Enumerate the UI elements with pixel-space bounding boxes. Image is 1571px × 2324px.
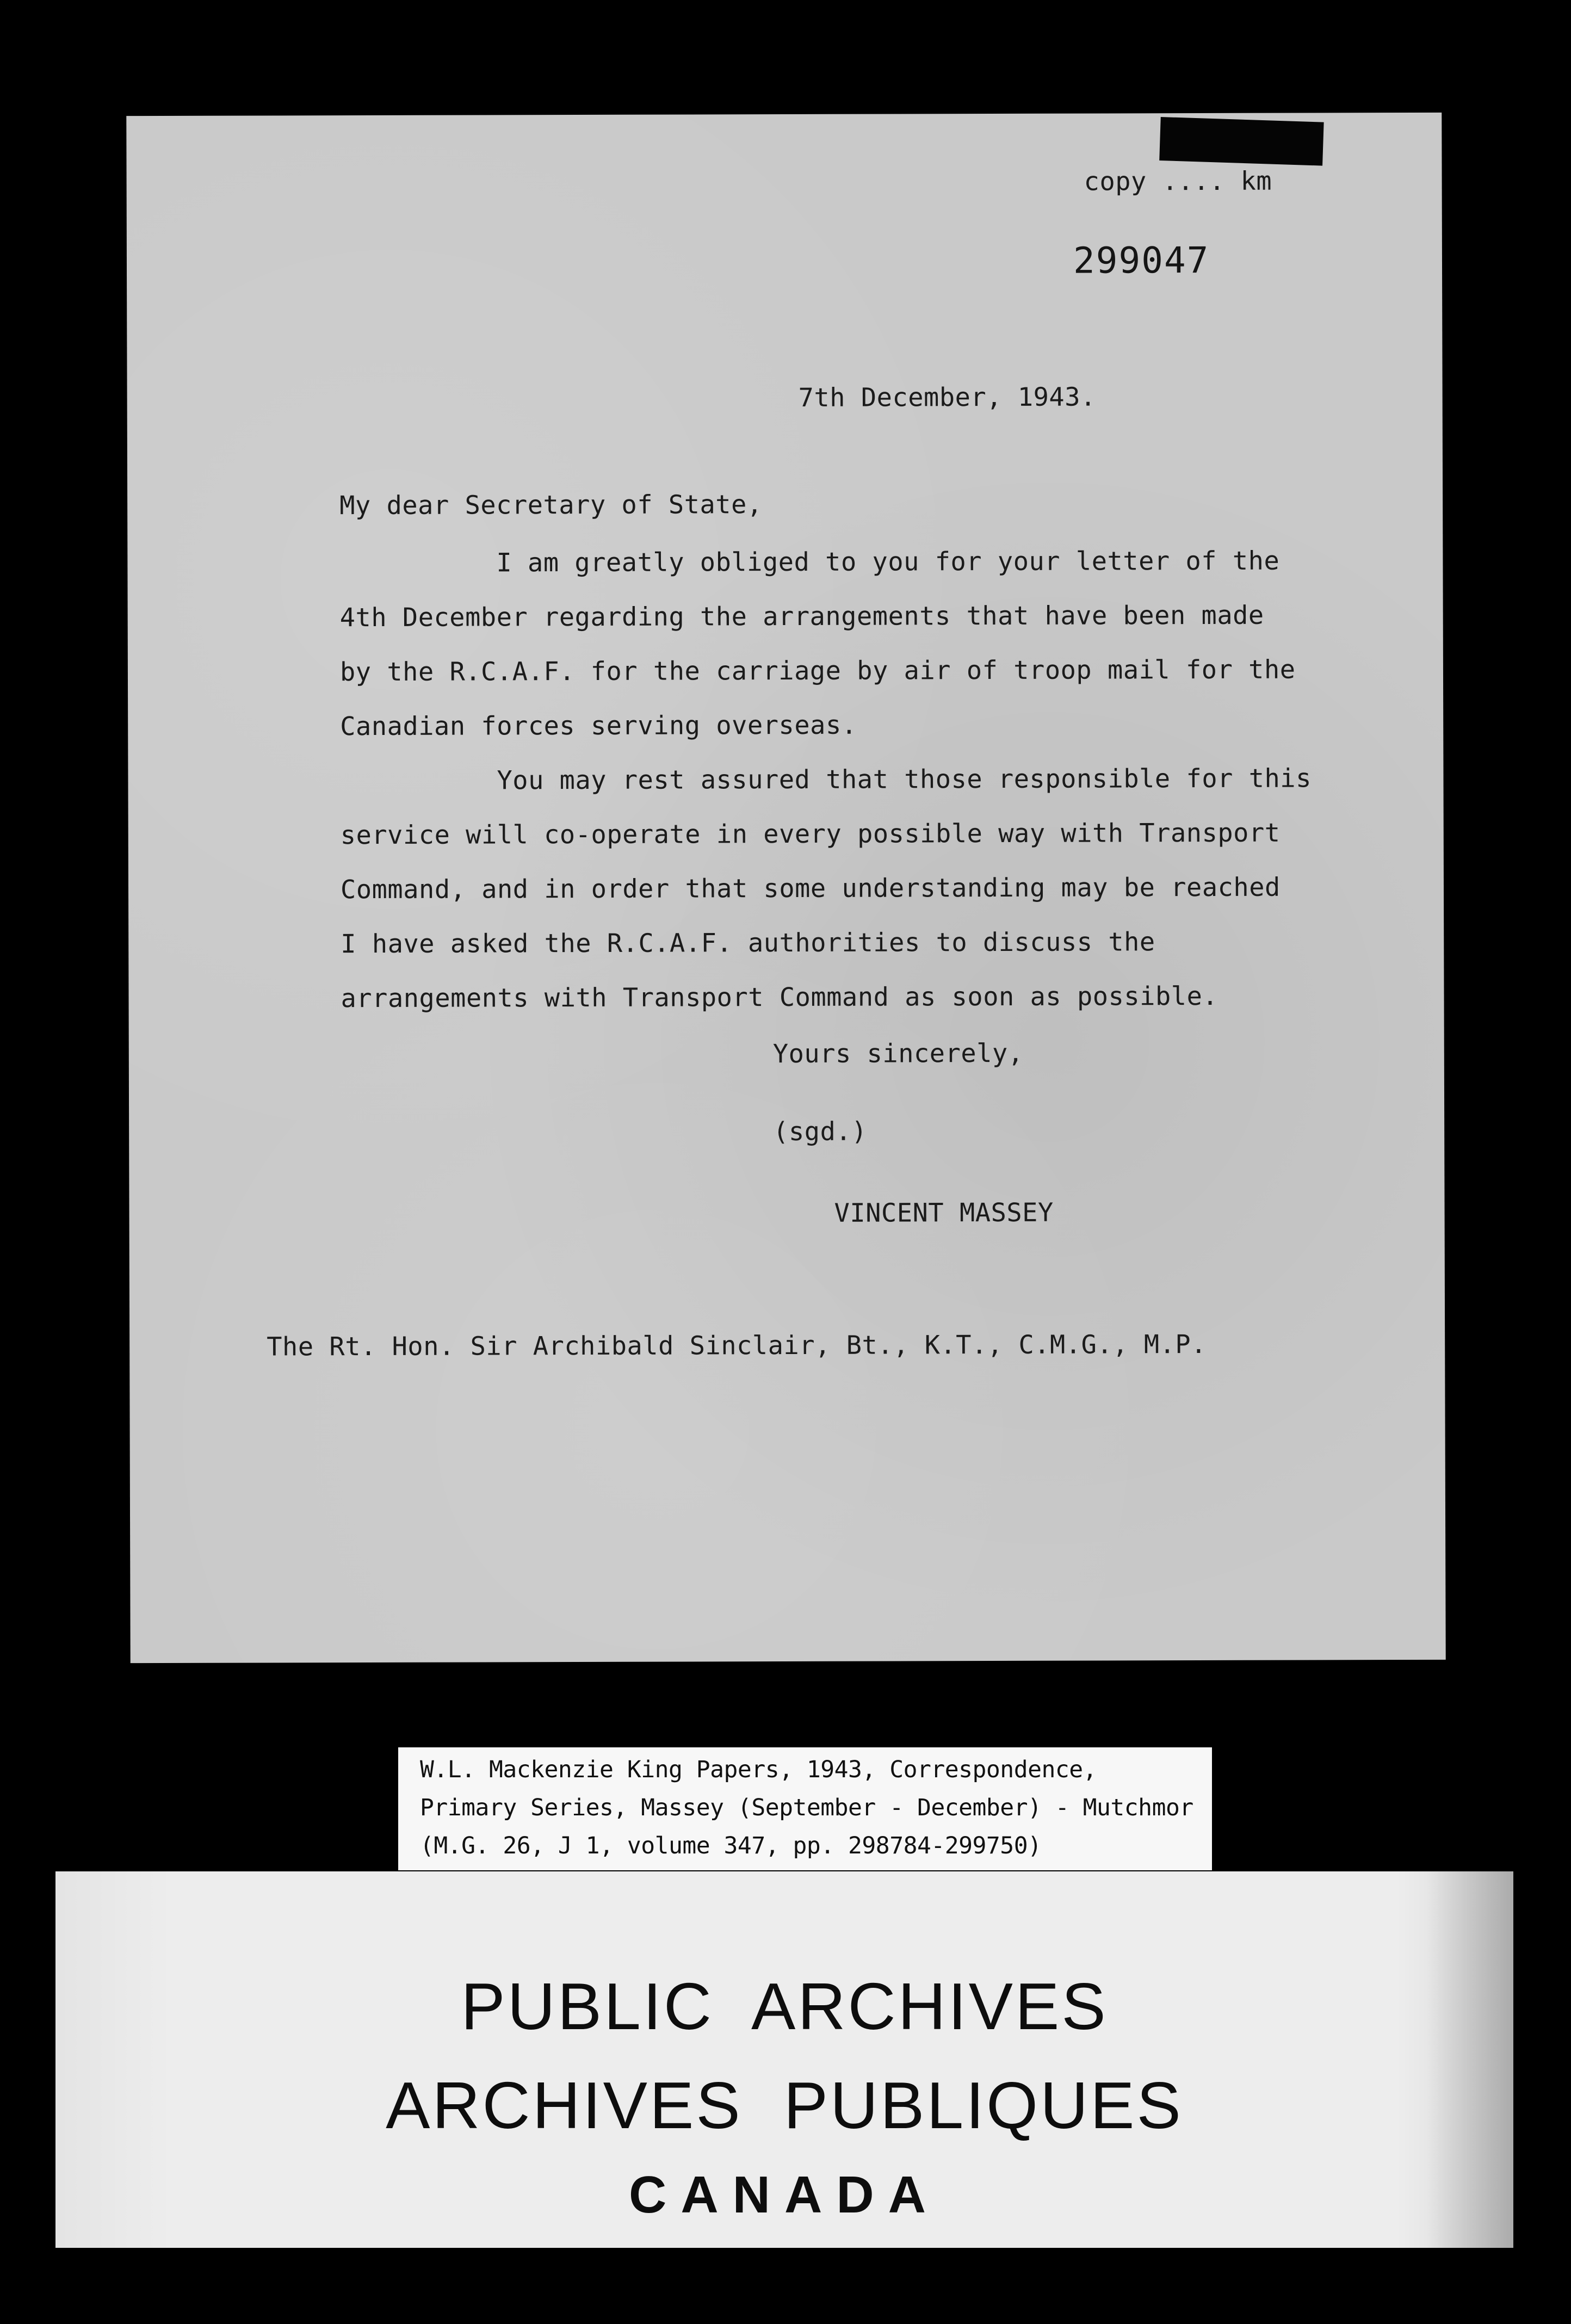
stamp-line-english: PUBLIC ARCHIVES — [461, 1969, 1108, 2043]
stamp-line-french: ARCHIVES PUBLIQUES — [386, 2068, 1183, 2142]
caption-line: W.L. Mackenzie King Papers, 1943, Correspondence, — [420, 1756, 1097, 1783]
body-line: Command, and in order that some understanding may be reached — [340, 872, 1281, 905]
redaction-bar — [1159, 117, 1323, 166]
body-line: service will co-operate in every possible way with Transport — [340, 818, 1281, 851]
caption-line: (M.G. 26, J 1, volume 347, pp. 298784-299750) — [420, 1832, 1042, 1859]
letter-sheet — [126, 113, 1445, 1663]
copy-mark: copy .... km — [1084, 166, 1272, 197]
body-line: Canadian forces serving overseas. — [340, 710, 857, 742]
closing: Yours sincerely, — [772, 1038, 1024, 1070]
body-line: 4th December regarding the arrangements that have been made — [339, 600, 1264, 633]
recipient-line: The Rt. Hon. Sir Archibald Sinclair, Bt., K.T., C.M.G., M.P. — [267, 1329, 1207, 1362]
archive-stamp-card — [55, 1871, 1513, 2248]
body-line: arrangements with Transport Command as soon as possible. — [341, 981, 1219, 1014]
body-line: by the R.C.A.F. for the carriage by air of troop mail for the — [339, 654, 1296, 688]
archive-caption-label — [398, 1747, 1212, 1870]
body-line: You may rest assured that those responsible for this — [340, 763, 1312, 796]
caption-line: Primary Series, Massey (September - December) - Mutchmor — [420, 1794, 1193, 1821]
salutation: My dear Secretary of State, — [339, 490, 763, 521]
body-line: I have asked the R.C.A.F. authorities to discuss the — [341, 927, 1155, 960]
letter-date: 7th December, 1943. — [798, 382, 1096, 413]
signatory-name: VINCENT MASSEY — [834, 1197, 1054, 1228]
stamp-line-country: CANADA — [629, 2166, 940, 2224]
document-number: 299047 — [1073, 239, 1210, 282]
body-line: I am greatly obliged to you for your letter of the — [339, 546, 1280, 579]
signed-note: (sgd.) — [773, 1116, 868, 1147]
